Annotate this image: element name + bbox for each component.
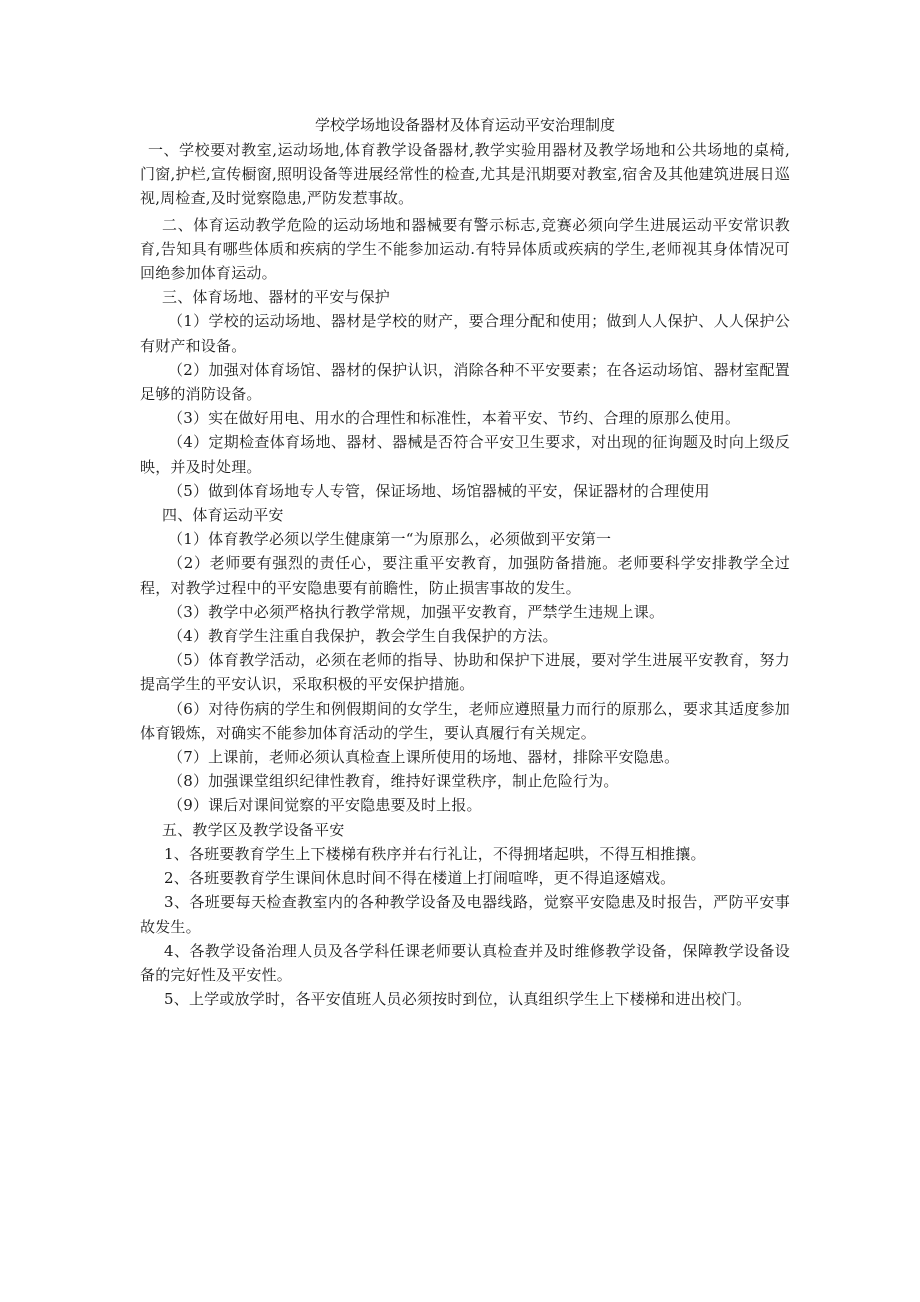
paragraph-section-2: 二、体育运动教学危险的运动场地和器械要有警示标志,竞赛必须向学生进展运动平安常识教育,告知具有哪些体质和疾病的学生不能参加运动.有特异体质或疾病的学生,老师视其身体情况可回绝参加体育运动。 <box>140 215 790 283</box>
paragraph-item: （2）加强对体育场馆、器材的保护认识，消除各种不平安要素；在各运动场馆、器材室配置足够的消防设备。 <box>140 360 790 404</box>
paragraph-item: （5）做到体育场地专人专管，保证场地、场馆器械的平安，保证器材的合理使用 <box>168 481 710 500</box>
heading-section-4: 四、体育运动平安 <box>162 506 284 525</box>
paragraph-item: （4）定期检查体育场地、器材、器械是否符合平安卫生要求，对出现的征询题及时向上级反映，并及时处理。 <box>140 433 790 476</box>
paragraph-item: （1）体育教学必须以学生健康第一“为原那么，必须做到平安第一 <box>168 530 612 549</box>
paragraph-item: 2、各班要教育学生课间休息时间不得在楼道上打闹喧哗，更不得追逐嬉戏。 <box>164 869 676 888</box>
paragraph-item: 4、各教学设备治理人员及各学科任课老师要认真检查并及时维修教学设备，保障教学设备设备的完好性及平安性。 <box>140 941 790 984</box>
paragraph-section-1: 一、学校要对教室,运动场地,体育教学设备器材,教学实验用器材及教学场地和公共场地的桌椅,门窗,护栏,宣传橱窗,照明设备等进展经常性的检查,尤其是汛期要对教室,宿舍及其他建筑进展日巡视,周检查,及时觉察隐患,严防发惹事故。 <box>140 141 790 208</box>
heading-section-3: 三、体育场地、器材的平安与保护 <box>162 288 391 307</box>
paragraph-item: （6）对待伤病的学生和例假期间的女学生，老师应遵照量力而行的原那么，要求其适度参加体育锻炼，对确实不能参加体育活动的学生，要认真履行有关规定。 <box>140 699 790 742</box>
document-page <box>140 112 790 1011</box>
paragraph-item: （8）加强课堂组织纪律性教育，维持好课堂秩序，制止危险行为。 <box>168 772 619 791</box>
paragraph-item: 3、各班要每天检查教室内的各种教学设备及电器线路，觉察平安隐患及时报告，严防平安事故发生。 <box>140 893 790 936</box>
paragraph-item: 5、上学或放学时，各平安值班人员必须按时到位，认真组织学生上下楼梯和进出校门。 <box>164 990 752 1009</box>
paragraph-item: （2）老师要有强烈的责任心，要注重平安教育，加强防备措施。老师要科学安排教学全过程，对教学过程中的平安隐患要有前瞻性，防止损害事故的发生。 <box>140 554 790 597</box>
paragraph-item: （9）课后对课间觉察的平安隐患要及时上报。 <box>168 796 482 815</box>
heading-section-5: 五、教学区及教学设备平安 <box>162 820 345 839</box>
paragraph-item: （1）学校的运动场地、器材是学校的财产，要合理分配和使用；做到人人保护、人人保护公有财产和设备。 <box>140 312 790 355</box>
paragraph-item: 1、各班要教育学生上下楼梯有秩序并右行礼让，不得拥堵起哄，不得互相推攘。 <box>164 844 706 863</box>
document-title: 学校学场地设备器材及体育运动平安治理制度 <box>314 116 615 134</box>
paragraph-item: （4）教育学生注重自我保护，教会学生自我保护的方法。 <box>168 627 558 646</box>
paragraph-item: （3）教学中必须严格执行教学常规，加强平安教育，严禁学生违规上课。 <box>168 602 665 621</box>
paragraph-item: （3）实在做好用电、用水的合理性和标准性，本着平安、节约、合理的原那么使用。 <box>168 409 741 428</box>
paragraph-item: （7）上课前，老师必须认真检查上课所使用的场地、器材，排除平安隐患。 <box>168 748 680 767</box>
paragraph-item: （5）体育教学活动，必须在老师的指导、协助和保护下进展，要对学生进展平安教育，努力提高学生的平安认识，采取积极的平安保护措施。 <box>140 651 790 694</box>
